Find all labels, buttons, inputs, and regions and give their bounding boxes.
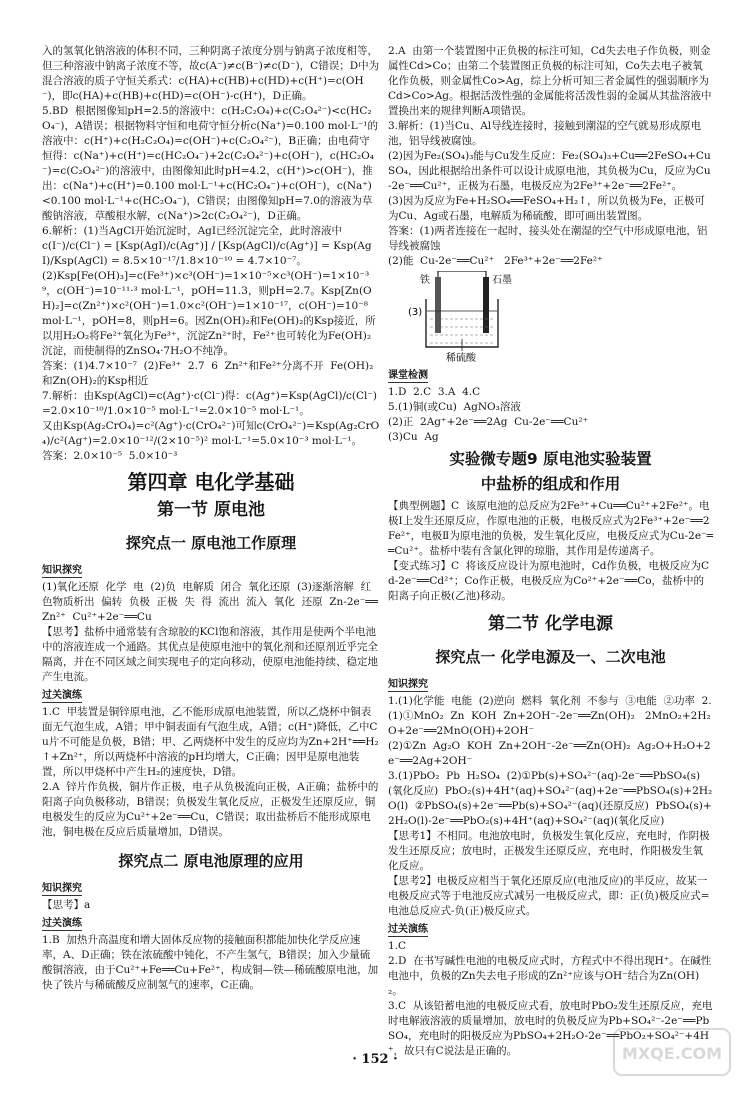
special-topic-subtitle: 中盐桥的组成和作用 [480,475,621,493]
section-tag: 知识探究 [42,883,82,894]
section-tag: 过关演练 [42,918,82,929]
subsection-title: 探究点二 原电池原理的应用 [118,852,304,870]
answer-paragraph: 【思考】a [42,899,91,911]
label-item-3: (3) [408,307,423,318]
watermark-text: MXQE.COM [621,1044,723,1063]
galvanic-cell-diagram [408,271,518,363]
section-tag: 课堂检测 [388,370,428,381]
answer-paragraph: 1.C 2.D 在书写碱性电池的电极反应式时，方程式中不得出现H⁺。在碱性电池中，负极的Zn失去电子形成的Zn²⁺应该与OH⁻结合为Zn(OH)₂。 3.C 从该铅蓄电池的电极反应式看，放电时PbO₂发生还原反应，充电时电解液溶液的质量增加，放电时的负极反应为Pb+SO₄²⁻-2e⁻══PbSO₄，充电时的阳极反应为PbSO₄+2H₂O-2e⁻══PbO₂+SO₄²⁻+4H⁺，故只有C说法是正确的。 [388,940,713,1057]
answer-paragraph: 1.C 甲装置是铜锌原电池，乙不能形成原电池装置，所以乙烧杯中铜表面无气泡生成，A错；甲中铜表面有气泡生成，A错；c(H⁺)降低，乙中Cu片不可能是负极，B错；甲、乙两烧杯中发生的反应均为Zn+2H⁺══H₂↑+Zn²⁺，所以两烧杯中溶液的pH均增大，C正确；因甲是原电池装置，所以甲烧杯中产生H₂的速度快，D错。 2.A 锌片作负极，铜片作正极，电子从负极流向正极，A正确；盐桥中的阳离子向负极移动，B错误；负极发生氧化反应，正极发生还原反应，铜电极发生的反应为Cu²⁺+2e⁻══Cu，C错误；取出盐桥后不能形成原电池，铜电极在反应后质量增加，D错误。 [42,706,379,838]
section-tag: 过关演练 [388,924,428,935]
label-iron: 铁 [420,275,430,286]
answer-paragraph: 3.解析：(1)当Cu、Al导线连接时，接触到潮湿的空气就易形成原电池，铝导线被腐蚀。 (2)因为Fe₂(SO₄)₃能与Cu发生反应：Fe₂(SO₄)₃+Cu══2FeSO₄+CuSO₄，因此根据给出条件可以设计成原电池，其负极为Cu，反应为Cu-2e⁻══Cu²⁺，正极为石墨，电极反应为2Fe³⁺+2e⁻══2Fe²⁺。 (3)因为反应为Fe+H₂SO₄══FeSO₄+H₂↑，所以负极为Fe，正极可为Cu、Ag或石墨，电解质为稀硫酸，即可画出装置图。 答案：(1)两者连接在一起时，接头处在潮湿的空气中形成原电池，铝导线被腐蚀 (2)能 Cu-2e⁻══Cu²⁺ 2Fe³⁺+2e⁻══2Fe²⁺ [388,120,711,267]
answer-paragraph: (1)氧化还原 化学 电 (2)负 电解质 闭合 氧化还原 (3)逐渐溶解 红色物质析出 偏转 负极 正极 失 得 流出 流入 氧化 还原 Zn-2e⁻══Zn²⁺ Cu²⁺+2e⁻══Cu 【思考】盐桥中通常装有含琼胶的KCl饱和溶液，其作用是使两个半电池中的溶液连成一个通路。其优点是使原电池中的氧化剂和还原剂近乎完全隔离，并在不同区域之间实现电子的定向移动，使原电池能持续、稳定地产生电流。 [42,581,378,683]
section-tag: 知识探究 [388,679,428,690]
answer-paragraph: 7.解析：由Ksp(AgCl)=c(Ag⁺)·c(Cl⁻)得：c(Ag⁺)=Ksp(AgCl)/c(Cl⁻)=2.0×10⁻¹⁰/1.0×10⁻⁵ mol·L⁻¹=2.0×10⁻⁵ mol·L⁻¹。 又由Ksp(Ag₂CrO₄)=c²(Ag⁺)·c(CrO₄²⁻)可知c(CrO₄²⁻)=Ksp(Ag₂CrO₄)/c²(Ag⁺)=2.0×10⁻¹²/(2×10⁻⁵)² mol·L⁻¹=5.0×10⁻³ mol·L⁻¹。 答案：2.0×10⁻⁵ 5.0×10⁻³ [42,390,380,462]
label-graphite: 石墨 [492,275,512,286]
answer-paragraph: 5.BD 根据图像知pH=2.5的溶液中：c(H₂C₂O₄)+c(C₂O₄²⁻)<c(HC₂O₄⁻)，A错误；根据物料守恒和电荷守恒分析c(Na⁺)=0.100 mol·L⁻¹的溶液中：c(H⁺)+c(H₂C₂O₄)=c(OH⁻)+c(C₂O₄²⁻)，B正确；由电荷守恒得：c(Na⁺)+c(H⁺)=c(HC₂O₄⁻)+2c(C₂O₄²⁻)+c(OH⁻)，c(HC₂O₄⁻)=c(C₂O₄²⁻)的溶液中，由图像知此时pH=4.2，c(H⁺)>c(OH⁻)，推出：c(Na⁺)+c(H⁺)=0.100 mol·L⁻¹+c(HC₂O₄⁻)+c(OH⁻)，c(Na⁺)<0.100 mol·L⁻¹+c(HC₂O₄⁻)，C错误；由图像知pH=7.0的溶液为草酸钠溶液，草酸根水解，c(Na⁺)>2c(C₂O₄²⁻)，D正确。 [42,105,378,222]
graphite-electrode [483,277,489,333]
galvanic-cell-svg [408,271,518,363]
subsection-title: 探究点一 化学电源及一、二次电池 [435,648,666,666]
special-topic-title: 实验微专题9 原电池实验装置 [449,450,652,468]
iron-electrode [435,277,441,333]
right-column [388,44,713,1059]
left-column [42,44,380,993]
section-tag: 过关演练 [42,690,82,701]
section-title: 第二节 化学电源 [488,614,613,634]
answer-paragraph: 1.B 加热升高温度和增大固体反应物的接触面积都能加快化学反应速率，A、D正确；铁在浓硫酸中钝化，不产生氢气，B错误；加入少量硫酸铜溶液，由于Cu²⁺+Fe══Cu+Fe²⁺，构成铜—铁—稀硫酸原电池，加快了铁片与稀硫酸反应制氢气的速率，C正确。 [42,934,379,991]
answer-paragraph: 入的氢氧化钠溶液的体积不同，三种阴离子浓度分别与钠离子浓度相等，但三种溶液中钠离子浓度不等，故c(A⁻)≠c(B⁻)≠c(D⁻)，C错误；D中为混合溶液的质子守恒关系式：c(HA)+c(HB)+c(HD)+c(H⁺)=c(OH⁻)，即c(HA)+c(HB)+c(HD)=c(OH⁻)-c(H⁺)，D正确。 [42,45,380,102]
section-title: 第一节 原电池 [157,500,265,520]
answer-paragraph: 1.(1)化学能 电能 (2)逆向 燃料 氧化剂 不参与 ③电能 ②功率 2.(1)①MnO₂ Zn KOH Zn+2OH⁻-2e⁻══Zn(OH)₂ 2MnO₂+2H₂O+2e⁻══2MnO(OH)+2OH⁻ (2)①Zn Ag₂O KOH Zn+2OH⁻-2e⁻══Zn(OH)₂ Ag₂O+H₂O+2e⁻══2Ag+2OH⁻ 3.(1)PbO₂ Pb H₂SO₄ (2)①Pb(s)+SO₄²⁻(aq)-2e⁻══PbSO₄(s)(氧化反应) PbO₂(s)+4H⁺(aq)+SO₄²⁻(aq)+2e⁻══PbSO₄(s)+2H₂O(l) ②PbSO₄(s)+2e⁻══Pb(s)+SO₄²⁻(aq)(还原反应) PbSO₄(s)+2H₂O(l)-2e⁻══PbO₂(s)+4H⁺(aq)+SO₄²⁻(aq)(氧化反应) 【思考1】不相同。电池放电时，负极发生氧化反应，充电时，作阴极发生还原反应；放电时，正极发生还原反应，充电时，作阳极发生氧化反应。 【思考2】电极反应相当于氧化还原反应(电池反应)的半反应，故某一电极反应式等于电池反应式减另一电极反应式，即：正(负)极反应式=电池总反应式-负(正)极反应式。 [388,695,713,917]
answer-paragraph: 【典型例题】C 该原电池的总反应为2Fe³⁺+Cu══Cu²⁺+2Fe²⁺。电极Ⅰ上发生还原反应，作原电池的正极，电极反应式为2Fe³⁺+2e⁻══2Fe²⁺，电极Ⅱ为原电池的负极，发生氧化反应，电极反应式为Cu-2e⁻══Cu²⁺。盐桥中装有含氯化钾的琼脂，其作用是传递离子。 【变式练习】C 将该反应设计为原电池时，Cd作负极，电极反应为Cd-2e⁻══Cd²⁺；Co作正极，电极反应为Co²⁺+2e⁻══Co，盐桥中的阳离子向正极(乙池)移动。 [388,500,713,602]
answer-paragraph: 6.解析：(1)当AgCl开始沉淀时，AgI已经沉淀完全，此时溶液中 c(I⁻)/c(Cl⁻) = [Ksp(AgI)/c(Ag⁺)] / [Ksp(AgCl)/c(Ag⁺)] = Ksp(AgI)/Ksp(AgCl) = 8.5×10⁻¹⁷/1.8×10⁻¹⁰ = 4.7×10⁻⁷。 (2)Ksp[Fe(OH)₃]=c(Fe³⁺)×c³(OH⁻)=1×10⁻⁵×c³(OH⁻)=1×10⁻³⁹，c(OH⁻)=10⁻¹¹·³ mol·L⁻¹，pOH=11.3，则pH=2.7。Ksp[Zn(OH)₂]=c(Zn²⁺)×c²(OH⁻)=1.0×c²(OH⁻)=1×10⁻¹⁷，c(OH⁻)=10⁻⁸ mol·L⁻¹，pOH=8，则pH=6。因Zn(OH)₂和Fe(OH)₂的Ksp接近，所以用H₂O₂将Fe²⁺氧化为Fe³⁺，沉淀Zn²⁺时，Fe²⁺也可转化为Fe(OH)₂沉淀，而使制得的ZnSO₄·7H₂O不纯净。 答案：(1)4.7×10⁻⁷ (2)Fe³⁺ 2.7 6 Zn²⁺和Fe²⁺分离不开 Fe(OH)₂和Zn(OH)₂的Ksp相近 [42,225,376,387]
label-dilute-acid: 稀硫酸 [446,353,476,363]
answer-paragraph: 1.D 2.C 3.A 4.C 5.(1)铜(或Cu) AgNO₃溶液 (2)正 2Ag⁺+2e⁻══2Ag Cu-2e⁻══Cu²⁺ (3)Cu Ag [388,386,589,443]
page-number: · 152 · [352,1052,398,1067]
site-watermark-logo [612,1027,732,1077]
subsection-title: 探究点一 原电池工作原理 [125,534,297,552]
section-tag: 知识探究 [42,565,82,576]
wire [438,271,486,277]
answer-paragraph: 2.A 由第一个装置图中正负极的标注可知，Cd失去电子作负极，则金属性Cd>Co；由第二个装置图正负极的标注可知，Co失去电子被氧化作负极，则金属性Co>Ag，综上分析可知三者金属性的强弱顺序为Cd>Co>Ag。根据活泼性强的金属能将活泼性弱的金属从其盐溶液中置换出来的规律判断A项错误。 [388,45,712,117]
chapter-title: 第四章 电化学基础 [127,470,295,494]
